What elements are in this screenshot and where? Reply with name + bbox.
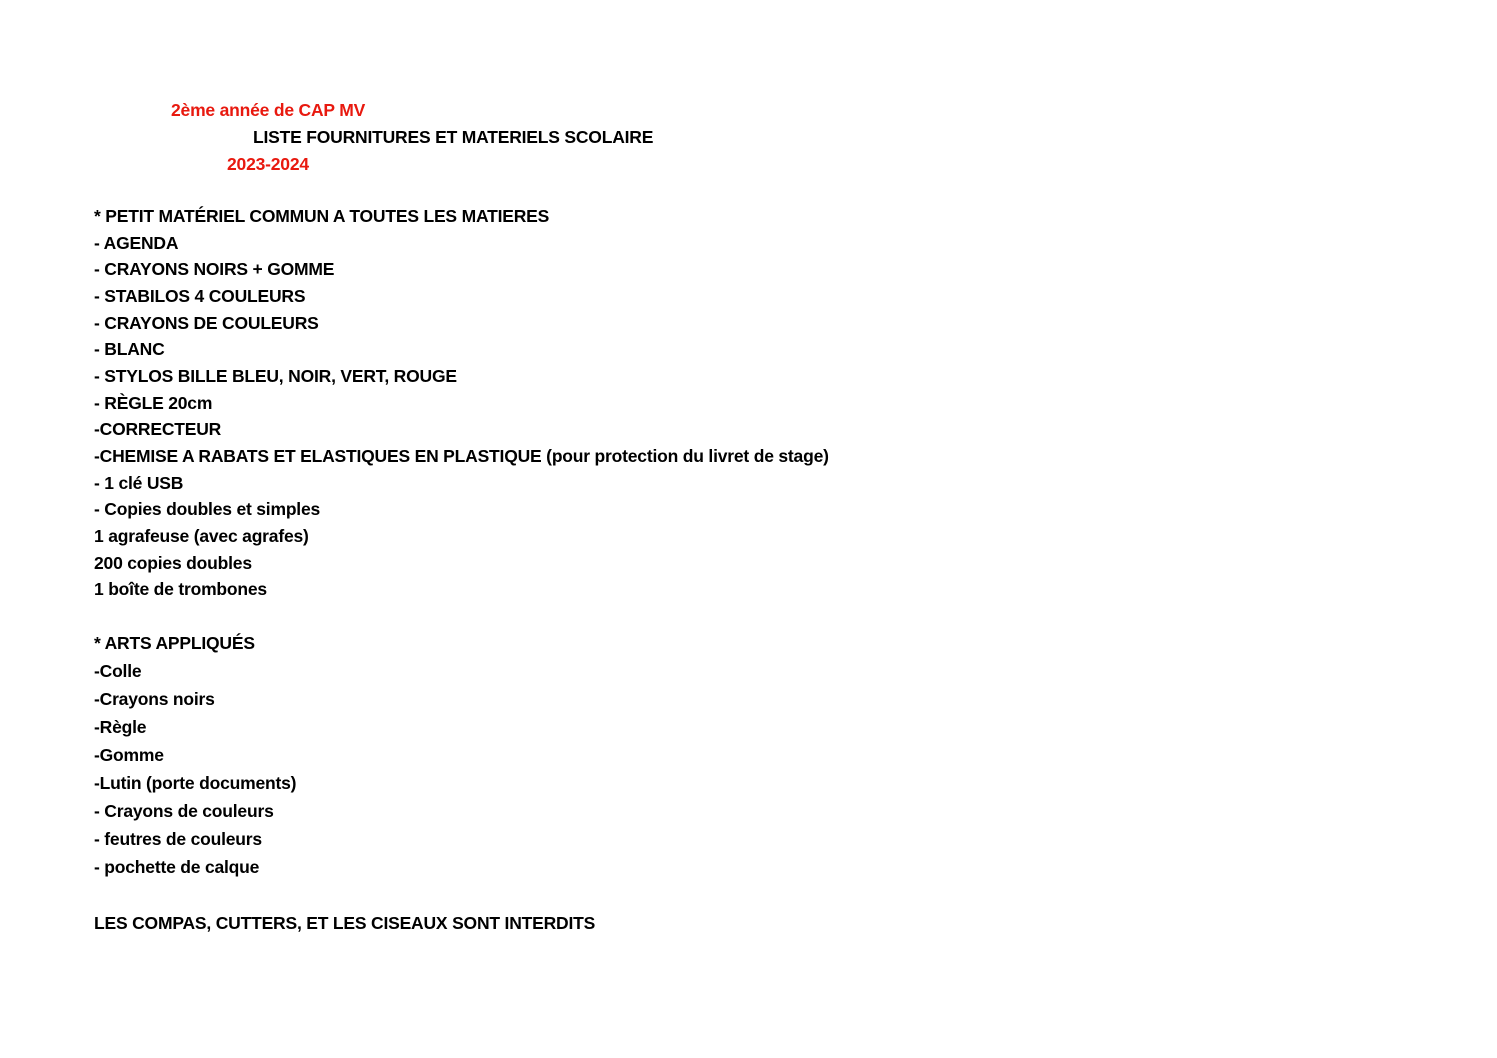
list-item: -Lutin (porte documents)	[94, 773, 297, 793]
list-item: -CORRECTEUR	[94, 419, 222, 439]
list-item: - 1 clé USB	[94, 473, 184, 493]
list-item: - CRAYONS NOIRS + GOMME	[94, 259, 335, 279]
list-item: - BLANC	[94, 339, 165, 359]
list-item: - RÈGLE 20cm	[94, 393, 213, 413]
list-item: - Copies doubles et simples	[94, 499, 321, 519]
section-arts-heading: * ARTS APPLIQUÉS	[94, 633, 255, 653]
section-common-heading: * PETIT MATÉRIEL COMMUN A TOUTES LES MATIERES	[94, 206, 550, 226]
list-item: - STABILOS 4 COULEURS	[94, 286, 306, 306]
list-item: - Crayons de couleurs	[94, 801, 274, 821]
list-item: -Gomme	[94, 745, 164, 765]
class-title: 2ème année de CAP MV	[171, 100, 366, 120]
list-item: -Règle	[94, 717, 147, 737]
list-item: - STYLOS BILLE BLEU, NOIR, VERT, ROUGE	[94, 366, 457, 386]
school-year: 2023-2024	[227, 154, 309, 174]
list-item: - feutres de couleurs	[94, 829, 262, 849]
list-item: 1 agrafeuse (avec agrafes)	[94, 526, 309, 546]
list-item: - CRAYONS DE COULEURS	[94, 313, 319, 333]
list-item: 200 copies doubles	[94, 553, 252, 573]
list-item: -Colle	[94, 661, 142, 681]
list-item: - pochette de calque	[94, 857, 260, 877]
list-item: -Crayons noirs	[94, 689, 215, 709]
forbidden-items-notice: LES COMPAS, CUTTERS, ET LES CISEAUX SONT INTERDITS	[94, 913, 596, 933]
list-item: -CHEMISE A RABATS ET ELASTIQUES EN PLASTIQUE (pour protection du livret de stage)	[94, 446, 829, 466]
list-item: - AGENDA	[94, 233, 179, 253]
list-title: LISTE FOURNITURES ET MATERIELS SCOLAIRE	[253, 127, 654, 147]
list-item: 1 boîte de trombones	[94, 579, 267, 599]
